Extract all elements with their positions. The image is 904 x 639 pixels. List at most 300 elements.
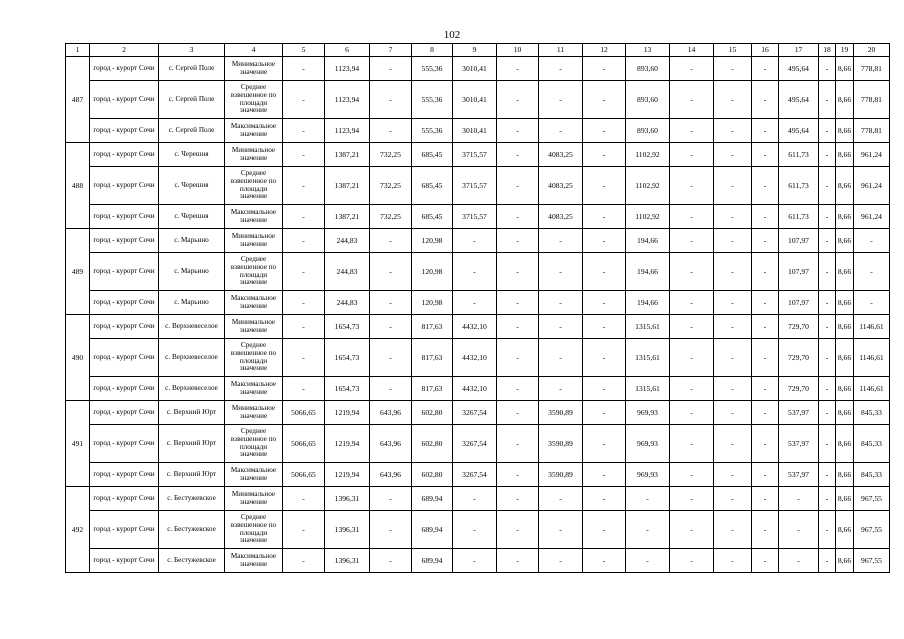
value-cell: 495,64 — [779, 81, 819, 119]
value-cell: 107,97 — [779, 291, 819, 315]
city-cell: город - курорт Сочи — [90, 229, 159, 253]
row-number-cell: 492 — [66, 487, 90, 573]
settlement-cell: с. Сергей Поле — [159, 57, 225, 81]
value-type-cell: Среднее взвешенное по площади значение — [225, 167, 283, 205]
value-cell: 120,98 — [412, 229, 453, 253]
value-cell: - — [283, 119, 325, 143]
value-cell: - — [752, 167, 779, 205]
value-cell: - — [583, 167, 626, 205]
settlement-cell: с. Бестужевское — [159, 511, 225, 549]
value-cell: 685,45 — [412, 167, 453, 205]
value-cell: - — [497, 119, 539, 143]
column-header: 14 — [670, 44, 714, 57]
value-cell: 1123,94 — [325, 81, 370, 119]
settlement-cell: с. Верхневеселое — [159, 339, 225, 377]
city-cell: город - курорт Сочи — [90, 339, 159, 377]
value-cell: 8,66 — [836, 167, 854, 205]
column-header: 9 — [453, 44, 497, 57]
value-cell: - — [714, 549, 752, 573]
value-cell: - — [752, 315, 779, 339]
column-header: 19 — [836, 44, 854, 57]
value-cell: - — [283, 487, 325, 511]
row-number-cell: 490 — [66, 315, 90, 401]
value-cell: - — [752, 229, 779, 253]
value-cell: - — [819, 167, 836, 205]
table-row — [66, 401, 890, 425]
value-cell: 8,66 — [836, 549, 854, 573]
value-cell: - — [670, 463, 714, 487]
table-row — [66, 205, 890, 229]
value-cell: 8,66 — [836, 205, 854, 229]
value-cell: 845,33 — [854, 425, 890, 463]
value-cell: - — [670, 339, 714, 377]
value-cell: 495,64 — [779, 57, 819, 81]
value-cell: 4432,10 — [453, 315, 497, 339]
settlement-cell: с. Черешня — [159, 205, 225, 229]
table-row — [66, 315, 890, 339]
value-cell: - — [714, 291, 752, 315]
value-cell: 5066,65 — [283, 463, 325, 487]
value-cell: - — [583, 57, 626, 81]
page-number: 102 — [443, 29, 461, 41]
city-cell: город - курорт Сочи — [90, 487, 159, 511]
value-cell: 8,66 — [836, 487, 854, 511]
value-cell: 1146,61 — [854, 339, 890, 377]
value-cell: - — [539, 487, 583, 511]
value-type-cell: Максимальное значение — [225, 377, 283, 401]
value-cell: - — [583, 377, 626, 401]
value-cell: 729,70 — [779, 339, 819, 377]
value-cell: - — [539, 339, 583, 377]
value-type-cell: Среднее взвешенное по площади значение — [225, 339, 283, 377]
value-cell: 555,36 — [412, 57, 453, 81]
table-row — [66, 487, 890, 511]
value-cell: - — [539, 81, 583, 119]
value-cell: - — [497, 291, 539, 315]
value-cell: - — [497, 315, 539, 339]
column-header: 16 — [752, 44, 779, 57]
column-header: 11 — [539, 44, 583, 57]
value-cell: - — [670, 511, 714, 549]
value-cell: 967,55 — [854, 511, 890, 549]
header-row — [66, 44, 890, 57]
value-cell: 4083,25 — [539, 205, 583, 229]
value-cell: - — [854, 229, 890, 253]
city-cell: город - курорт Сочи — [90, 119, 159, 143]
value-cell: - — [370, 81, 412, 119]
value-cell: 244,83 — [325, 253, 370, 291]
value-cell: - — [583, 205, 626, 229]
value-cell: - — [370, 229, 412, 253]
value-cell: 8,66 — [836, 315, 854, 339]
value-cell: 1102,92 — [626, 167, 670, 205]
value-type-cell: Минимальное значение — [225, 487, 283, 511]
value-cell: - — [670, 377, 714, 401]
settlement-cell: с. Марьино — [159, 253, 225, 291]
value-cell: - — [779, 511, 819, 549]
value-cell: - — [752, 339, 779, 377]
value-cell: 3715,57 — [453, 167, 497, 205]
value-cell: - — [752, 143, 779, 167]
value-cell: 1102,92 — [626, 205, 670, 229]
value-cell: - — [583, 487, 626, 511]
value-type-cell: Минимальное значение — [225, 57, 283, 81]
value-cell: - — [539, 511, 583, 549]
value-cell: 4432,10 — [453, 377, 497, 401]
value-cell: - — [752, 377, 779, 401]
value-cell: 8,66 — [836, 511, 854, 549]
value-cell: - — [283, 291, 325, 315]
column-header: 10 — [497, 44, 539, 57]
value-cell: - — [670, 229, 714, 253]
settlement-cell: с. Черешня — [159, 167, 225, 205]
value-cell: 8,66 — [836, 401, 854, 425]
value-cell: 1396,31 — [325, 487, 370, 511]
value-cell: - — [819, 253, 836, 291]
value-cell: - — [583, 315, 626, 339]
value-cell: - — [539, 549, 583, 573]
value-cell: - — [453, 229, 497, 253]
value-cell: - — [819, 229, 836, 253]
value-cell: 961,24 — [854, 143, 890, 167]
value-type-cell: Минимальное значение — [225, 229, 283, 253]
value-cell: 602,80 — [412, 425, 453, 463]
value-cell: 602,80 — [412, 463, 453, 487]
value-cell: - — [854, 291, 890, 315]
value-cell: 732,25 — [370, 167, 412, 205]
column-header: 15 — [714, 44, 752, 57]
value-cell: - — [370, 549, 412, 573]
value-cell: - — [453, 487, 497, 511]
value-cell: - — [497, 81, 539, 119]
value-cell: - — [714, 167, 752, 205]
value-type-cell: Среднее взвешенное по площади значение — [225, 81, 283, 119]
value-cell: - — [370, 511, 412, 549]
value-cell: - — [370, 291, 412, 315]
value-cell: 3010,41 — [453, 57, 497, 81]
value-cell: - — [819, 549, 836, 573]
table-row — [66, 167, 890, 205]
value-cell: 194,66 — [626, 229, 670, 253]
value-cell: - — [752, 401, 779, 425]
column-header: 12 — [583, 44, 626, 57]
value-cell: 1219,94 — [325, 401, 370, 425]
value-cell: 845,33 — [854, 401, 890, 425]
value-cell: 961,24 — [854, 205, 890, 229]
city-cell: город - курорт Сочи — [90, 253, 159, 291]
value-cell: 961,24 — [854, 167, 890, 205]
value-cell: - — [752, 57, 779, 81]
column-header: 6 — [325, 44, 370, 57]
table-row — [66, 463, 890, 487]
value-cell: - — [819, 401, 836, 425]
column-header: 4 — [225, 44, 283, 57]
value-cell: - — [497, 401, 539, 425]
value-type-cell: Среднее взвешенное по площади значение — [225, 511, 283, 549]
value-cell: - — [497, 339, 539, 377]
value-cell: 1315,61 — [626, 339, 670, 377]
value-cell: - — [779, 487, 819, 511]
value-cell: - — [670, 315, 714, 339]
value-cell: - — [497, 377, 539, 401]
value-type-cell: Максимальное значение — [225, 205, 283, 229]
value-cell: 8,66 — [836, 463, 854, 487]
value-cell: 244,83 — [325, 229, 370, 253]
value-cell: - — [714, 401, 752, 425]
value-cell: - — [670, 253, 714, 291]
value-cell: - — [714, 463, 752, 487]
value-cell: 967,55 — [854, 487, 890, 511]
value-cell: 194,66 — [626, 253, 670, 291]
value-cell: - — [752, 463, 779, 487]
value-cell: - — [670, 401, 714, 425]
table-row — [66, 291, 890, 315]
value-cell: 729,70 — [779, 377, 819, 401]
row-number-cell: 489 — [66, 229, 90, 315]
value-cell: 3590,89 — [539, 425, 583, 463]
city-cell: город - курорт Сочи — [90, 401, 159, 425]
value-cell: - — [670, 291, 714, 315]
value-cell: - — [283, 167, 325, 205]
value-cell: 8,66 — [836, 229, 854, 253]
value-cell: - — [819, 425, 836, 463]
value-cell: - — [370, 339, 412, 377]
value-type-cell: Максимальное значение — [225, 463, 283, 487]
value-cell: 3715,57 — [453, 143, 497, 167]
value-cell: - — [819, 205, 836, 229]
value-cell: - — [497, 463, 539, 487]
settlement-cell: с. Верхневеселое — [159, 315, 225, 339]
value-cell: - — [752, 549, 779, 573]
settlement-cell: с. Сергей Поле — [159, 119, 225, 143]
settlement-cell: с. Верхний Юрт — [159, 425, 225, 463]
table-row — [66, 511, 890, 549]
value-cell: - — [854, 253, 890, 291]
value-cell: - — [370, 377, 412, 401]
value-cell: 817,63 — [412, 377, 453, 401]
table-row — [66, 377, 890, 401]
value-cell: 611,73 — [779, 205, 819, 229]
value-cell: - — [283, 229, 325, 253]
value-cell: 1315,61 — [626, 315, 670, 339]
table-row — [66, 119, 890, 143]
value-cell: - — [670, 143, 714, 167]
value-cell: - — [819, 487, 836, 511]
value-cell: - — [497, 549, 539, 573]
value-cell: - — [714, 339, 752, 377]
value-cell: 3267,54 — [453, 463, 497, 487]
value-cell: - — [779, 549, 819, 573]
value-cell: - — [714, 57, 752, 81]
value-cell: 1387,21 — [325, 205, 370, 229]
value-cell: 1654,73 — [325, 377, 370, 401]
table-row — [66, 253, 890, 291]
settlement-cell: с. Сергей Поле — [159, 81, 225, 119]
value-cell: 8,66 — [836, 291, 854, 315]
column-header: 1 — [66, 44, 90, 57]
value-cell: - — [283, 143, 325, 167]
value-cell: - — [583, 229, 626, 253]
value-cell: - — [370, 315, 412, 339]
city-cell: город - курорт Сочи — [90, 377, 159, 401]
value-cell: - — [539, 253, 583, 291]
settlement-cell: с. Бестужевское — [159, 487, 225, 511]
value-cell: - — [497, 205, 539, 229]
value-cell: - — [819, 511, 836, 549]
value-cell: 969,93 — [626, 425, 670, 463]
column-header: 8 — [412, 44, 453, 57]
value-cell: - — [583, 549, 626, 573]
settlement-cell: с. Марьино — [159, 291, 225, 315]
city-cell: город - курорт Сочи — [90, 315, 159, 339]
value-cell: - — [819, 463, 836, 487]
value-cell: 8,66 — [836, 57, 854, 81]
value-cell: 3267,54 — [453, 425, 497, 463]
value-cell: - — [819, 315, 836, 339]
value-cell: 817,63 — [412, 339, 453, 377]
value-cell: 685,45 — [412, 205, 453, 229]
value-cell: - — [819, 339, 836, 377]
value-cell: 3267,54 — [453, 401, 497, 425]
value-cell: - — [626, 511, 670, 549]
city-cell: город - курорт Сочи — [90, 143, 159, 167]
value-cell: - — [714, 377, 752, 401]
city-cell: город - курорт Сочи — [90, 463, 159, 487]
column-header: 5 — [283, 44, 325, 57]
settlement-cell: с. Верхний Юрт — [159, 401, 225, 425]
value-cell: 244,83 — [325, 291, 370, 315]
value-cell: - — [453, 511, 497, 549]
value-cell: - — [583, 463, 626, 487]
value-cell: 4432,10 — [453, 339, 497, 377]
value-cell: 778,81 — [854, 119, 890, 143]
value-cell: - — [497, 253, 539, 291]
value-cell: - — [752, 487, 779, 511]
value-cell: 643,96 — [370, 401, 412, 425]
value-cell: - — [283, 377, 325, 401]
value-cell: 8,66 — [836, 377, 854, 401]
city-cell: город - курорт Сочи — [90, 511, 159, 549]
value-cell: - — [752, 253, 779, 291]
table-row — [66, 339, 890, 377]
value-cell: 778,81 — [854, 81, 890, 119]
value-cell: - — [714, 205, 752, 229]
value-cell: - — [583, 253, 626, 291]
value-cell: - — [497, 143, 539, 167]
value-cell: - — [539, 315, 583, 339]
value-cell: - — [453, 291, 497, 315]
value-cell: 3715,57 — [453, 205, 497, 229]
value-type-cell: Максимальное значение — [225, 119, 283, 143]
value-cell: - — [283, 81, 325, 119]
value-cell: - — [714, 253, 752, 291]
value-cell: 1396,31 — [325, 511, 370, 549]
settlement-cell: с. Верхневеселое — [159, 377, 225, 401]
value-type-cell: Минимальное значение — [225, 401, 283, 425]
settlement-cell: с. Бестужевское — [159, 549, 225, 573]
value-cell: - — [539, 119, 583, 143]
value-cell: 732,25 — [370, 143, 412, 167]
value-cell: - — [626, 549, 670, 573]
value-cell: 537,97 — [779, 425, 819, 463]
value-cell: 1654,73 — [325, 315, 370, 339]
value-type-cell: Минимальное значение — [225, 315, 283, 339]
value-cell: - — [583, 339, 626, 377]
value-cell: - — [714, 229, 752, 253]
column-header: 3 — [159, 44, 225, 57]
city-cell: город - курорт Сочи — [90, 425, 159, 463]
value-type-cell: Среднее взвешенное по площади значение — [225, 253, 283, 291]
value-cell: 689,94 — [412, 487, 453, 511]
value-cell: 194,66 — [626, 291, 670, 315]
value-cell: - — [670, 425, 714, 463]
value-cell: 685,45 — [412, 143, 453, 167]
value-cell: - — [497, 425, 539, 463]
value-cell: 967,55 — [854, 549, 890, 573]
value-cell: 817,63 — [412, 315, 453, 339]
table-row — [66, 425, 890, 463]
city-cell: город - курорт Сочи — [90, 549, 159, 573]
value-cell: 893,60 — [626, 57, 670, 81]
value-cell: 107,97 — [779, 229, 819, 253]
value-cell: 611,73 — [779, 143, 819, 167]
column-header: 13 — [626, 44, 670, 57]
value-cell: - — [497, 167, 539, 205]
table-row — [66, 81, 890, 119]
value-cell: 8,66 — [836, 81, 854, 119]
value-cell: - — [670, 57, 714, 81]
value-cell: - — [819, 291, 836, 315]
city-cell: город - курорт Сочи — [90, 57, 159, 81]
value-cell: - — [370, 487, 412, 511]
value-cell: 107,97 — [779, 253, 819, 291]
value-cell: - — [583, 143, 626, 167]
value-cell: 893,60 — [626, 81, 670, 119]
value-cell: 845,33 — [854, 463, 890, 487]
value-cell: - — [370, 119, 412, 143]
value-cell: 3590,89 — [539, 401, 583, 425]
value-cell: 1315,61 — [626, 377, 670, 401]
value-cell: 732,25 — [370, 205, 412, 229]
value-cell: - — [539, 377, 583, 401]
row-number-cell: 491 — [66, 401, 90, 487]
value-cell: - — [453, 549, 497, 573]
value-cell: 8,66 — [836, 339, 854, 377]
value-cell: - — [283, 253, 325, 291]
value-cell: - — [583, 291, 626, 315]
value-cell: - — [670, 81, 714, 119]
tariff-table — [65, 43, 890, 573]
value-cell: - — [670, 549, 714, 573]
value-cell: - — [583, 81, 626, 119]
value-cell: - — [752, 511, 779, 549]
value-cell: 555,36 — [412, 119, 453, 143]
value-cell: 8,66 — [836, 425, 854, 463]
value-type-cell: Максимальное значение — [225, 291, 283, 315]
value-cell: 1654,73 — [325, 339, 370, 377]
value-cell: - — [283, 511, 325, 549]
value-cell: - — [819, 377, 836, 401]
value-cell: 120,98 — [412, 291, 453, 315]
table-row — [66, 229, 890, 253]
value-cell: - — [539, 229, 583, 253]
value-cell: - — [714, 315, 752, 339]
value-cell: - — [453, 253, 497, 291]
value-cell: - — [497, 511, 539, 549]
value-type-cell: Среднее взвешенное по площади значение — [225, 425, 283, 463]
value-cell: - — [752, 81, 779, 119]
value-cell: - — [714, 425, 752, 463]
